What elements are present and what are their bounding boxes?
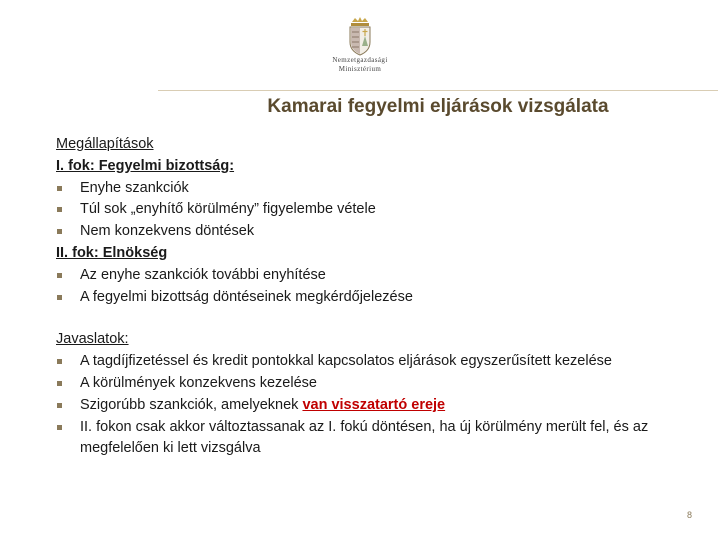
bullet-marker [57, 425, 62, 430]
bullet-text: Szigorúbb szankciók, amelyeknek [80, 396, 303, 413]
bullet-marker [57, 359, 62, 364]
proposals-heading: Javaslatok: [56, 331, 129, 348]
bullet-text: Nem konzekvens döntések [80, 223, 255, 240]
bullet-marker [57, 186, 62, 191]
bullet-text: Enyhe szankciók [80, 179, 189, 196]
bullet-text: A körülmények konzekvens kezelése [80, 374, 317, 391]
list-item [56, 417, 676, 461]
title-divider [158, 90, 718, 91]
section-spacer [56, 308, 676, 329]
stage1-heading: I. fok: Fegyelmi bizottság: [56, 157, 235, 174]
bullet-marker [57, 273, 62, 278]
stage2-heading: II. fok: Elnökség [56, 244, 168, 261]
bullet-marker [57, 295, 62, 300]
page-title: Kamarai fegyelmi eljárások vizsgálata [267, 96, 609, 117]
slide-number: 8 [686, 510, 692, 520]
coat-of-arms-icon [346, 16, 374, 56]
list-item [56, 199, 676, 221]
bullet-marker [57, 207, 62, 212]
bullet-marker [57, 403, 62, 408]
bullet-text: A tagdíjfizetéssel és kredit pontokkal kapcsolatos eljárások egyszerűsített kezelése [80, 353, 612, 370]
bullet-text: Túl sok „enyhítő körülmény” figyelembe vétele [80, 201, 376, 218]
list-item [56, 265, 676, 287]
bullet-text: II. fokon csak akkor változtassanak az I. fokú döntésen, ha új körülmény merült fel, és az megfelelően ki lett vizsgálva [80, 418, 649, 457]
findings-heading: Megállapítások [56, 136, 154, 152]
list-item [56, 178, 676, 200]
logo-text-line1: Nemzetgazdasági [332, 56, 388, 64]
bullet-text: A fegyelmi bizottság döntéseinek megkérdőjelezése [80, 288, 413, 305]
bullet-text: Az enyhe szankciók további enyhítése [80, 266, 326, 283]
slide-body [56, 134, 676, 460]
list-item [56, 395, 676, 417]
ministry-logo [318, 16, 402, 82]
bullet-marker [57, 229, 62, 234]
highlighted-text: van visszatartó ereje [302, 396, 446, 413]
bullet-marker [57, 381, 62, 386]
list-item [56, 373, 676, 395]
list-item [56, 351, 676, 373]
logo-text-line2: Minisztérium [338, 65, 382, 73]
list-item [56, 221, 676, 243]
list-item [56, 287, 676, 309]
